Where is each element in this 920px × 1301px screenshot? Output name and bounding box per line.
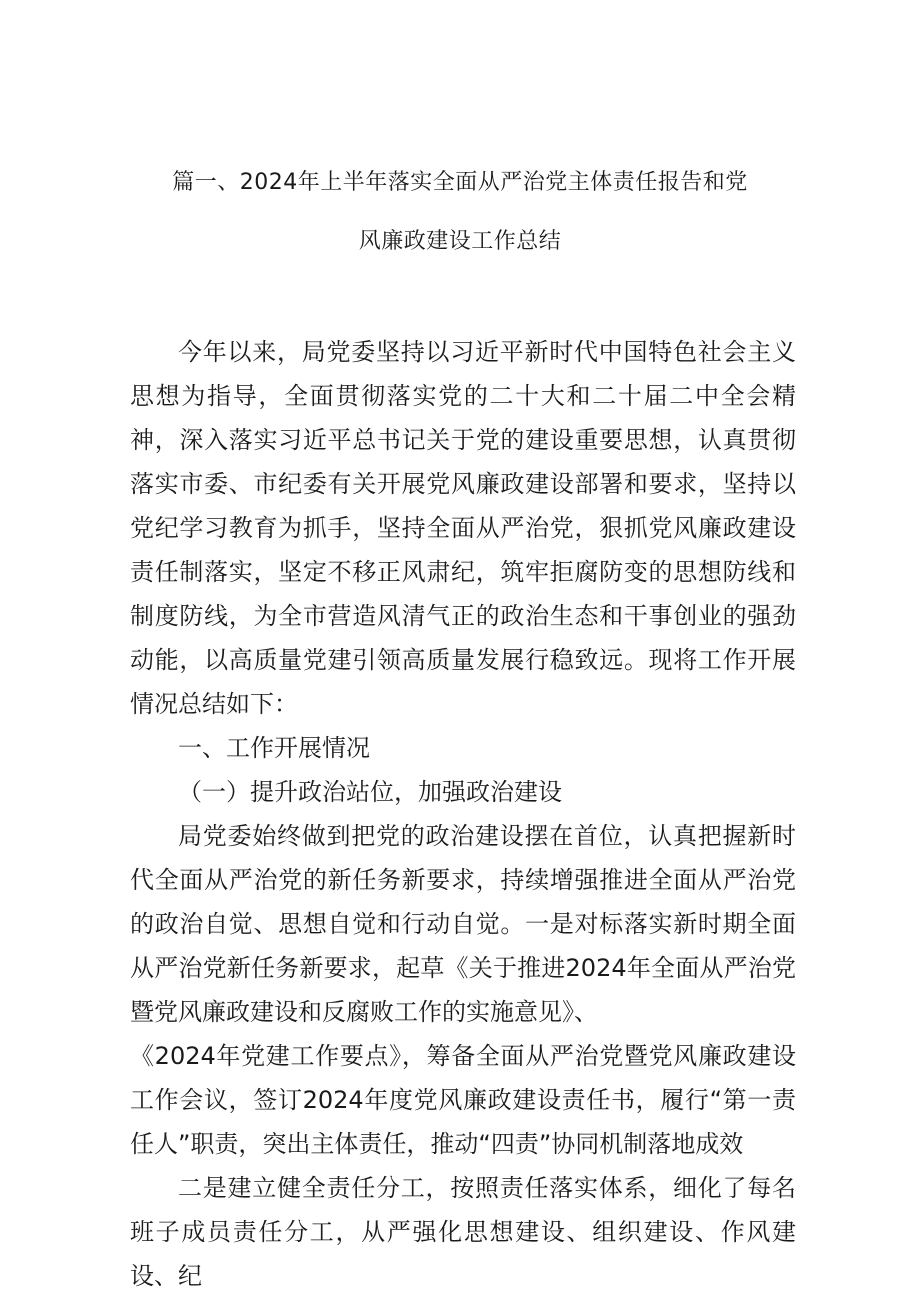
- section-heading: 一、工作开展情况: [178, 734, 370, 762]
- intro-paragraph: 今年以来，局党委坚持以习近平新时代中国特色社会主义思想为指导，全面贯彻落实党的二十大和二十届二中全会精神，深入落实习近平总书记关于党的建设重要思想，认真贯彻落实市委、市纪委有关开展党风廉政建设部署和要求，坚持以党纪学习教育为抓手，坚持全面从严治党，狠抓党风廉政建设责任制落实，坚定不移正风肃纪，筑牢拒腐防变的思想防线和制度防线，为全市营造风清气正的政治生态和干事创业的强劲动能，以高质量党建引领高质量发展行稳致远。现将工作开展情况总结如下：: [130, 338, 796, 718]
- subsection-heading: （一）提升政治站位，加强政治建设: [178, 778, 562, 806]
- document-title-line-2: 风廉政建设工作总结: [358, 229, 562, 254]
- paragraph-political-building-continued: 《2024年党建工作要点》，筹备全面从严治党暨党风廉政建设工作会议，签订2024年度党风廉政建设责任书，履行“第一责任人”职责，突出主体责任，推动“四责”协同机制落地成效: [130, 1042, 796, 1158]
- paragraph-responsibility-division: 二是建立健全责任分工，按照责任落实体系，细化了每名班子成员责任分工，从严强化思想建设、组织建设、作风建设、纪: [130, 1174, 796, 1290]
- paragraph-political-building: 局党委始终做到把党的政治建设摆在首位，认真把握新时代全面从严治党的新任务新要求，持续增强推进全面从严治党的政治自觉、思想自觉和行动自觉。一是对标落实新时期全面从严治党新任务新要求，起草《关于推进2024年全面从严治党暨党风廉政建设和反腐败工作的实施意见》、: [130, 822, 796, 1026]
- document-body: [130, 330, 796, 1298]
- document-title-line-1: 篇一、2024年上半年落实全面从严治党主体责任报告和党: [172, 170, 748, 195]
